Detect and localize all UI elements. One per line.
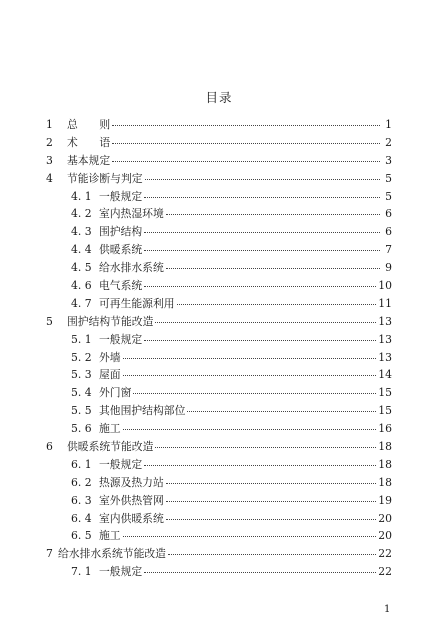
toc-dot-leader xyxy=(112,160,380,162)
toc-entry-page: 7 xyxy=(385,243,392,257)
toc-entry-number: 5. 2 xyxy=(71,350,92,364)
toc-entry-page: 22 xyxy=(378,547,392,561)
toc-dot-leader xyxy=(166,500,376,502)
toc-entry[interactable] xyxy=(46,511,392,529)
toc-dot-leader xyxy=(168,553,376,555)
toc-entry-page: 13 xyxy=(378,332,392,346)
toc-dot-leader xyxy=(144,196,380,198)
toc-dot-leader xyxy=(144,571,376,573)
toc-entry[interactable] xyxy=(46,314,392,332)
toc-entry-title: 基本规定 xyxy=(67,153,111,167)
toc-entry-title: 电气系统 xyxy=(99,279,143,293)
toc-entry-title: 外门窗 xyxy=(99,386,132,400)
toc-entry[interactable] xyxy=(46,189,392,207)
toc-entry-number: 4. 4 xyxy=(71,243,92,257)
toc-dot-leader xyxy=(144,231,380,233)
toc-dot-leader xyxy=(144,464,376,466)
toc-entry-title: 一般规定 xyxy=(99,457,143,471)
toc-entry-number: 5. 1 xyxy=(71,332,92,346)
toc-entry-number: 3 xyxy=(46,153,53,167)
toc-dot-leader xyxy=(166,267,380,269)
toc-entry-title: 外墙 xyxy=(99,350,121,364)
toc-entry-title: 供暖系统节能改造 xyxy=(67,440,154,454)
toc-entry-page: 5 xyxy=(385,189,392,203)
toc-entry-number: 4. 3 xyxy=(71,225,92,239)
toc-entry[interactable] xyxy=(46,278,392,296)
toc-dot-leader xyxy=(123,535,377,537)
toc-entry-number: 6. 5 xyxy=(71,529,92,543)
toc-entry-page: 5 xyxy=(385,171,392,185)
toc-entry-number: 4 xyxy=(46,171,53,185)
toc-entry-page: 22 xyxy=(378,565,392,579)
toc-entry[interactable] xyxy=(46,242,392,260)
toc-entry-page: 13 xyxy=(378,314,392,328)
toc-entry-page: 1 xyxy=(385,118,392,131)
toc-entry-page: 19 xyxy=(378,493,392,507)
toc-entry-title: 室外供热管网 xyxy=(99,493,164,507)
toc-entry-number: 6. 2 xyxy=(71,475,92,489)
toc-entry-number: 5. 5 xyxy=(71,404,92,418)
toc-dot-leader xyxy=(144,339,376,341)
toc-entry-title: 屋面 xyxy=(99,368,121,382)
toc-entry[interactable] xyxy=(46,546,392,564)
toc-entry-page: 20 xyxy=(378,529,392,543)
toc-entry[interactable] xyxy=(46,421,392,439)
toc-entry-page: 13 xyxy=(378,350,392,364)
toc-entry[interactable] xyxy=(46,528,392,546)
toc-entry[interactable] xyxy=(46,564,392,582)
toc-entry-title: 热源及热力站 xyxy=(99,475,164,489)
toc-entry-number: 1 xyxy=(46,118,53,131)
toc-entry-title: 一般规定 xyxy=(99,332,143,346)
toc-entry-number: 6. 4 xyxy=(71,511,92,525)
toc-entry-number: 2 xyxy=(46,135,53,149)
toc-entry[interactable] xyxy=(46,385,392,403)
toc-dot-leader xyxy=(155,446,376,448)
toc-entry-number: 4. 7 xyxy=(71,296,92,310)
toc-entry[interactable] xyxy=(46,296,392,314)
toc-entry-page: 11 xyxy=(378,296,392,310)
toc-entry-page: 18 xyxy=(378,440,392,454)
toc-entry-number: 5. 4 xyxy=(71,386,92,400)
toc-entry[interactable] xyxy=(46,206,392,224)
toc-entry[interactable] xyxy=(46,332,392,350)
toc-dot-leader xyxy=(144,285,376,287)
toc-entry-number: 6. 3 xyxy=(71,493,92,507)
toc-entry-title: 围护结构 xyxy=(99,225,143,239)
toc-entry[interactable] xyxy=(46,457,392,475)
toc-entry-page: 18 xyxy=(378,475,392,489)
toc-entry-title: 术 语 xyxy=(67,135,111,149)
toc-entry-title: 节能诊断与判定 xyxy=(67,171,143,185)
toc-entry-page: 6 xyxy=(385,207,392,221)
toc-entry-number: 7 xyxy=(46,547,53,561)
toc-entry-title: 施工 xyxy=(99,529,121,543)
toc-entry-title: 其他围护结构部位 xyxy=(99,404,186,418)
toc-dot-leader xyxy=(123,428,377,430)
toc-entry-page: 10 xyxy=(378,279,392,293)
toc-entry-page: 15 xyxy=(378,386,392,400)
toc-entry-page: 6 xyxy=(385,225,392,239)
toc-entry-title: 总 则 xyxy=(67,118,111,131)
toc-entry-page: 16 xyxy=(378,422,392,436)
toc-entry-page: 3 xyxy=(385,153,392,167)
toc-entry-page: 9 xyxy=(385,261,392,275)
toc-entry-title: 一般规定 xyxy=(99,189,143,203)
toc-entry-number: 5. 3 xyxy=(71,368,92,382)
toc-entry-title: 一般规定 xyxy=(99,565,143,579)
toc-dot-leader xyxy=(187,410,376,412)
toc-entry[interactable] xyxy=(46,171,392,189)
toc-entry-number: 4. 2 xyxy=(71,207,92,221)
toc-dot-leader xyxy=(177,303,377,305)
toc-entry-page: 14 xyxy=(378,368,392,382)
toc-entry-title: 室内供暖系统 xyxy=(99,511,164,525)
toc-entry-number: 6. 1 xyxy=(71,457,92,471)
toc-dot-leader xyxy=(145,178,380,180)
toc-entry-number: 4. 6 xyxy=(71,279,92,293)
toc-entry[interactable] xyxy=(46,260,392,278)
toc-dot-leader xyxy=(123,374,377,376)
toc-entry[interactable] xyxy=(46,367,392,385)
toc-title: 目录 xyxy=(205,90,233,105)
toc-dot-leader xyxy=(144,249,380,251)
toc-entry-title: 给水排水系统节能改造 xyxy=(58,547,166,561)
toc-entry[interactable] xyxy=(46,439,392,457)
toc-entry[interactable] xyxy=(46,224,392,242)
toc-dot-leader xyxy=(166,213,380,215)
toc-entry[interactable] xyxy=(46,475,392,493)
toc-entry-title: 施工 xyxy=(99,422,121,436)
toc-entry-page: 18 xyxy=(378,457,392,471)
toc-entry-title: 可再生能源利用 xyxy=(99,296,175,310)
toc-entry-number: 4. 1 xyxy=(71,189,92,203)
toc-entry-number: 5 xyxy=(46,314,53,328)
toc-entry[interactable] xyxy=(46,403,392,421)
toc-dot-leader xyxy=(155,321,376,323)
toc-dot-leader xyxy=(123,357,377,359)
toc-entry[interactable] xyxy=(46,493,392,511)
toc-entry[interactable] xyxy=(46,153,392,171)
toc-entry-number: 7. 1 xyxy=(71,565,92,579)
toc-entry[interactable] xyxy=(46,350,392,368)
toc-dot-leader xyxy=(112,142,380,144)
toc-entry[interactable] xyxy=(46,135,392,153)
toc-entry-number: 4. 5 xyxy=(71,261,92,275)
toc-entry-title: 供暖系统 xyxy=(99,243,143,257)
toc-entry-number: 5. 6 xyxy=(71,422,92,436)
toc-entry-title: 围护结构节能改造 xyxy=(67,314,154,328)
toc-entry-page: 2 xyxy=(385,135,392,149)
toc-entry-page: 20 xyxy=(378,511,392,525)
toc-dot-leader xyxy=(112,124,380,126)
toc-entry-page: 15 xyxy=(378,404,392,418)
toc-dot-leader xyxy=(133,392,376,394)
toc-entry-title: 室内热湿环境 xyxy=(99,207,164,221)
toc-dot-leader xyxy=(166,482,376,484)
toc-dot-leader xyxy=(166,518,376,520)
toc-list xyxy=(46,117,392,582)
page-number: 1 xyxy=(384,604,391,615)
toc-entry-title: 给水排水系统 xyxy=(99,261,164,275)
toc-entry-number: 6 xyxy=(46,440,53,454)
toc-entry[interactable] xyxy=(46,117,392,135)
